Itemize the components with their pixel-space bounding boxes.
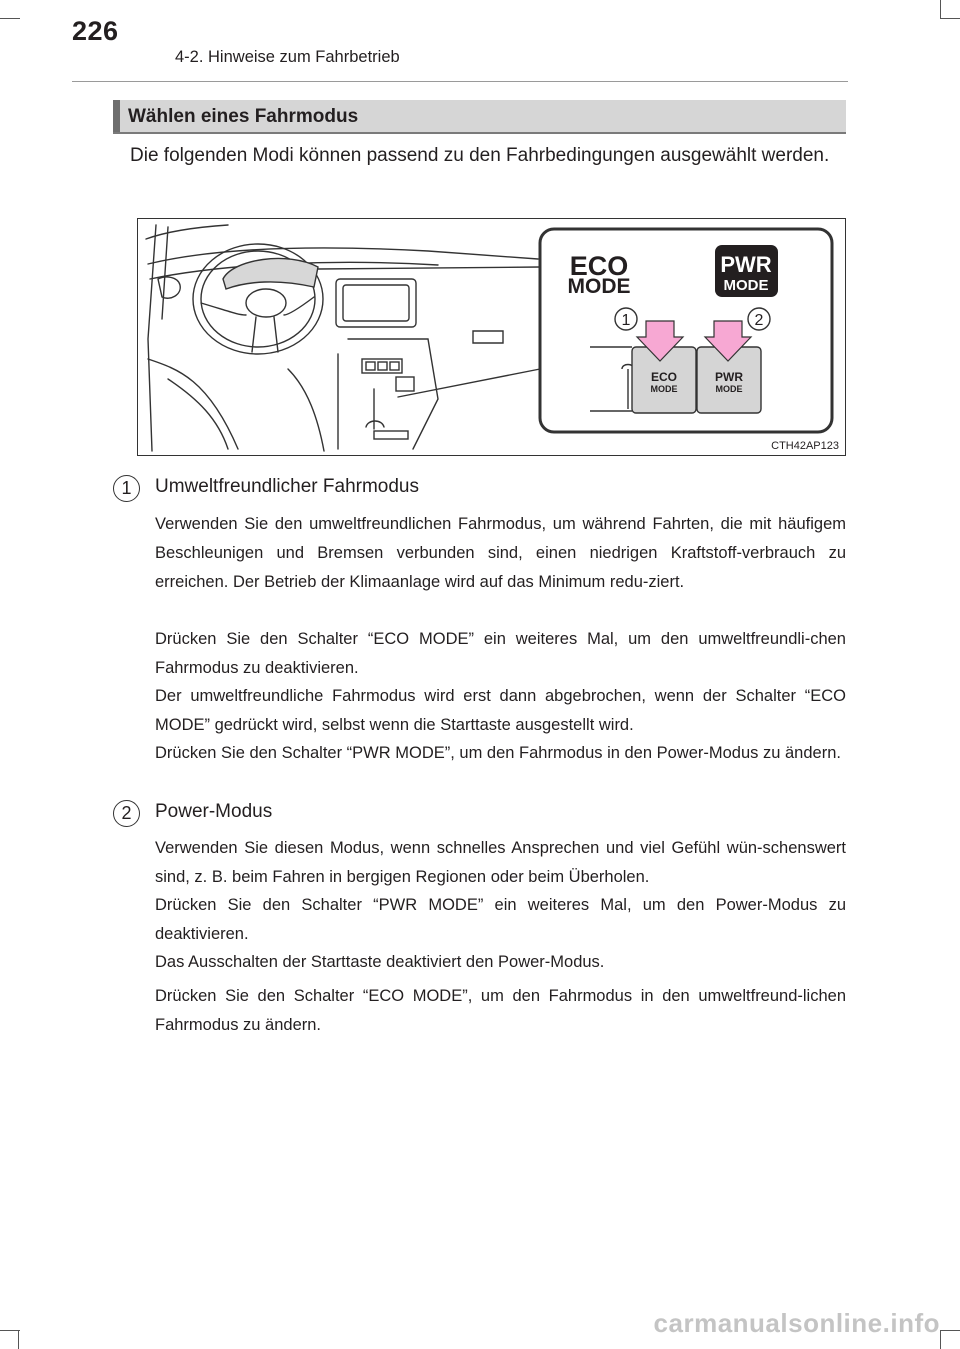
item-heading: Power-Modus [155,801,273,822]
item-paragraph: Verwenden Sie diesen Modus, wenn schnelles Ansprechen und viel Gefühl wün-schenswert sind, z. B. beim Fahren in bergigen Regionen oder beim Überholen. [155,839,846,886]
item-number-badge: 1 [113,475,140,502]
section-title-bar [113,100,846,134]
item-paragraph: Drücken Sie den Schalter “PWR MODE”, um den Fahrmodus in den Power-Modus zu ändern. [155,744,841,762]
running-head: 4-2. Hinweise zum Fahrbetrieb [175,48,400,66]
item-heading: Umweltfreundlicher Fahrmodus [155,476,419,497]
crop-mark [940,0,941,18]
eco-mode-icon-line2: MODE [567,275,631,298]
header-rule [72,81,848,82]
pwr-switch-label-line1: PWR [715,370,743,384]
pwr-switch-label-line2: MODE [715,384,743,394]
crop-mark [940,1330,960,1331]
item-number-badge: 2 [113,800,140,827]
page-number: 226 [72,16,119,46]
eco-switch-label-line2: MODE [650,384,678,394]
pwr-mode-icon-line2: MODE [723,277,769,294]
crop-mark [0,18,20,19]
watermark: carmanualsonline.info [653,1308,940,1338]
item-paragraph: Drücken Sie den Schalter “ECO MODE” ein weiteres Mal, um den umweltfreundli-chen Fahrmodus zu deaktivieren. [155,630,846,677]
crop-mark [18,1330,19,1349]
section-bar-accent [113,100,120,132]
section-title: Wählen eines Fahrmodus [128,106,359,127]
crop-mark [0,1330,20,1331]
dashboard-drawing [138,219,844,454]
pwr-mode-icon-line1: PWR [720,252,772,277]
eco-mode-icon-line1: ECO [569,251,629,281]
item-paragraph: Drücken Sie den Schalter “ECO MODE”, um den Fahrmodus in den umweltfreund-lichen Fahrmodus zu ändern. [155,987,846,1034]
item-paragraph: Verwenden Sie den umweltfreundlichen Fahrmodus, um während Fahrten, die mit häufigem Beschleunigen und Bremsen verbunden sind, einen niedrigen Kraftstoff-verbrauch zu erreichen. Der Betrieb der Klimaanlage wird auf das Minimum redu-ziert. [155,515,846,591]
item-paragraph: Das Ausschalten der Starttaste deaktiviert den Power-Modus. [155,953,605,971]
intro-text: Die folgenden Modi können passend zu den Fahrbedingungen ausgewählt werden. [130,145,830,166]
crop-mark [940,18,960,19]
callout-2-label: 2 [754,312,764,329]
crop-mark [940,1330,941,1349]
item-paragraph: Der umweltfreundliche Fahrmodus wird erst dann abgebrochen, wenn der Schalter “ECO MODE” gedrückt wird, selbst wenn die Starttaste ausgestellt wird. [155,687,846,734]
eco-switch-label-line1: ECO [650,370,678,384]
item-paragraph: Drücken Sie den Schalter “PWR MODE” ein weiteres Mal, um den Power-Modus zu deaktivieren. [155,896,846,943]
callout-1-label: 1 [621,312,631,329]
dashboard-illustration [137,218,846,456]
figure-code: CTH42AP123 [771,440,839,452]
